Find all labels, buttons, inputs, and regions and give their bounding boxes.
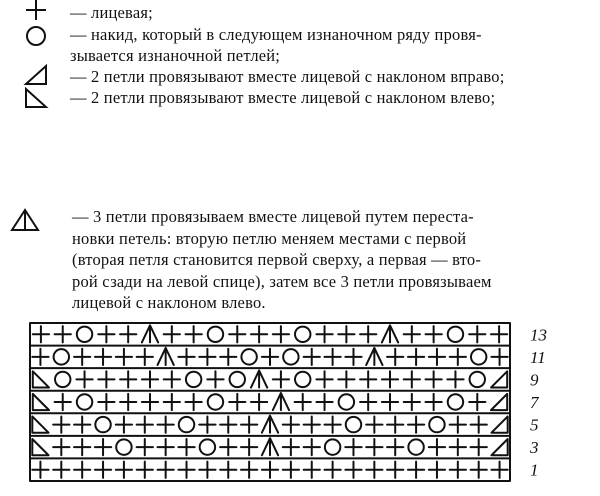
knit-icon [98, 394, 114, 410]
knit-icon [53, 462, 69, 478]
knit-icon [241, 439, 257, 455]
knit-icon [53, 439, 69, 455]
k2tog-right-icon [491, 394, 507, 410]
yarn-over-icon [116, 439, 131, 454]
knit-icon [55, 326, 71, 342]
yarn-over-icon [230, 372, 245, 387]
knit-icon [304, 462, 320, 478]
knit-icon [471, 416, 487, 432]
yarn-over-icon [95, 417, 110, 432]
knit-icon [120, 371, 136, 387]
knit-icon [199, 462, 215, 478]
knit-icon [262, 349, 278, 365]
knit-icon [158, 462, 174, 478]
knit-icon [229, 326, 245, 342]
knit-icon [186, 394, 202, 410]
knit-icon [98, 371, 114, 387]
knit-icon [142, 394, 158, 410]
knit-icon [450, 462, 466, 478]
knit-icon [241, 416, 257, 432]
knit-icon [491, 349, 507, 365]
knit-icon [360, 326, 376, 342]
knit-icon [387, 462, 403, 478]
yarn-over-icon [448, 327, 463, 342]
knit-icon [471, 462, 487, 478]
knit-icon [316, 394, 332, 410]
note-line: лицевой с наклоном влево. [72, 293, 266, 312]
knit-icon [164, 371, 180, 387]
knit-icon [199, 416, 215, 432]
legend-yarn-over-cont: зывается изнаночной петлей; [70, 46, 281, 65]
knit-icon [387, 416, 403, 432]
note-line: рой сзади на левой спице), затем все 3 петли провязываем [72, 271, 492, 291]
knit-icon [178, 462, 194, 478]
knit-icon [33, 326, 49, 342]
yarn-over-icon [54, 349, 69, 364]
knit-icon [426, 394, 442, 410]
note-line: новки петель: вторую петлю меняем местами с первой [72, 228, 467, 248]
knit-icon [164, 326, 180, 342]
k3tog-icon [158, 348, 174, 365]
yarn-over-icon [295, 372, 310, 387]
knit-icon [55, 394, 71, 410]
yarn-over-icon [471, 349, 486, 364]
knit-icon [450, 416, 466, 432]
yarn-over-icon [339, 394, 354, 409]
knit-icon [304, 349, 320, 365]
k3tog-icon [142, 325, 158, 342]
knit-icon [316, 371, 332, 387]
knit-icon [120, 326, 136, 342]
knit-icon [137, 439, 153, 455]
k2tog-left-icon [33, 371, 49, 387]
knit-icon [304, 416, 320, 432]
knit-icon [220, 349, 236, 365]
knit-icon [408, 462, 424, 478]
knit-icon [283, 439, 299, 455]
knit-icon [450, 439, 466, 455]
knit-icon [32, 349, 48, 365]
knit-icon [158, 416, 174, 432]
yarn-over-icon [408, 439, 423, 454]
yarn-over-icon [55, 372, 70, 387]
knit-icon [338, 371, 354, 387]
knit-icon [32, 462, 48, 478]
yarn-over-icon [448, 394, 463, 409]
knit-icon [283, 416, 299, 432]
k3tog-icon [366, 348, 382, 365]
row-number-label: 3 [530, 438, 539, 458]
knit-icon [366, 439, 382, 455]
knit-icon [95, 439, 111, 455]
knit-icon [186, 326, 202, 342]
knit-icon [429, 462, 445, 478]
k2tog-left-icon [33, 394, 49, 410]
knit-icon [207, 371, 223, 387]
knit-icon [304, 439, 320, 455]
row-number-label: 9 [530, 370, 539, 390]
knit-icon [469, 326, 485, 342]
knit-icon [53, 416, 69, 432]
yarn-over-icon [346, 417, 361, 432]
knit-icon [137, 416, 153, 432]
knit-icon [429, 439, 445, 455]
knit-icon [220, 416, 236, 432]
knit-icon [366, 462, 382, 478]
knit-icon [382, 371, 398, 387]
knit-icon [229, 394, 245, 410]
knit-icon [74, 349, 90, 365]
knit-icon [116, 349, 132, 365]
knit-icon [404, 371, 420, 387]
yarn-over-icon [200, 439, 215, 454]
note-line: (вторая петля становится первой сверху, а первая — вто- [72, 250, 482, 269]
yarn-over-icon [295, 327, 310, 342]
yarn-over-icon [77, 327, 92, 342]
knit-icon [387, 439, 403, 455]
knit-icon [491, 462, 507, 478]
knit-icon [404, 326, 420, 342]
knit-icon [178, 439, 194, 455]
yarn-over-icon [186, 372, 201, 387]
knit-icon [158, 439, 174, 455]
knit-icon [74, 416, 90, 432]
knit-icon [345, 439, 361, 455]
k3tog-icon [262, 438, 278, 455]
knit-icon [345, 462, 361, 478]
note-line: — 3 петли провязываем вместе лицевой путем переста- [72, 207, 474, 226]
knit-icon [220, 462, 236, 478]
k3tog-icon [262, 416, 278, 433]
knit-icon [469, 394, 485, 410]
k3tog-icon [273, 393, 289, 410]
knit-icon [316, 326, 332, 342]
knit-icon [324, 462, 340, 478]
knit-icon [491, 326, 507, 342]
knit-icon [404, 394, 420, 410]
knit-icon [74, 462, 90, 478]
yarn-over-icon [208, 394, 223, 409]
knit-icon [338, 326, 354, 342]
knit-icon [426, 371, 442, 387]
knit-icon [137, 349, 153, 365]
k2tog-left-icon [32, 439, 48, 455]
knit-icon [408, 349, 424, 365]
knit-icon [74, 439, 90, 455]
knit-icon [178, 349, 194, 365]
yarn-over-icon [470, 372, 485, 387]
yarn-over-icon [325, 439, 340, 454]
knit-icon [360, 394, 376, 410]
yarn-over-icon [179, 417, 194, 432]
legend-k2tog-right: — 2 петли провязывают вместе лицевой с наклоном вправо; [70, 67, 505, 86]
knit-icon [273, 326, 289, 342]
knit-icon [471, 439, 487, 455]
k2tog-left-icon [32, 416, 48, 432]
k2tog-right-icon [491, 371, 507, 387]
knit-icon [262, 462, 278, 478]
yarn-over-icon [241, 349, 256, 364]
legend-k2tog-left: — 2 петли провязывают вместе лицевой с наклоном влево; [70, 88, 496, 107]
knit-icon [142, 371, 158, 387]
knit-icon [251, 326, 267, 342]
row-number-label: 5 [530, 415, 539, 435]
yarn-over-icon [208, 327, 223, 342]
knit-icon [220, 439, 236, 455]
knit-icon [429, 349, 445, 365]
knit-icon [95, 462, 111, 478]
legend-yarn-over: — накид, который в следующем изнаночном ряду провя- [70, 25, 482, 44]
legend-knit: — лицевая; [70, 3, 153, 22]
yarn-over-icon [429, 417, 444, 432]
k3tog-icon [251, 370, 267, 387]
knit-icon [324, 349, 340, 365]
k2tog-right-icon [491, 416, 507, 432]
knit-icon [426, 326, 442, 342]
k3tog-icon [382, 325, 398, 342]
knit-icon [366, 416, 382, 432]
yarn-over-icon [283, 349, 298, 364]
row-number-label: 7 [530, 393, 539, 412]
knit-icon [251, 394, 267, 410]
knit-icon [324, 416, 340, 432]
knit-icon [116, 416, 132, 432]
row-number-label: 13 [530, 325, 547, 345]
knit-icon [387, 349, 403, 365]
knit-icon [164, 394, 180, 410]
knit-icon [408, 416, 424, 432]
knit-icon [450, 349, 466, 365]
knit-icon [447, 371, 463, 387]
knit-icon [345, 349, 361, 365]
knit-icon [273, 371, 289, 387]
knit-icon [241, 462, 257, 478]
knit-icon [76, 371, 92, 387]
knit-icon [360, 371, 376, 387]
knit-icon [199, 349, 215, 365]
knit-icon [137, 462, 153, 478]
knit-icon [116, 462, 132, 478]
row-number-label: 11 [530, 347, 546, 367]
knit-icon [283, 462, 299, 478]
knit-icon [98, 326, 114, 342]
knit-icon [295, 394, 311, 410]
knit-icon [382, 394, 398, 410]
knit-icon [120, 394, 136, 410]
row-number-label: 1 [530, 460, 539, 480]
k2tog-right-icon [491, 439, 507, 455]
knit-icon [95, 349, 111, 365]
yarn-over-icon [77, 394, 92, 409]
